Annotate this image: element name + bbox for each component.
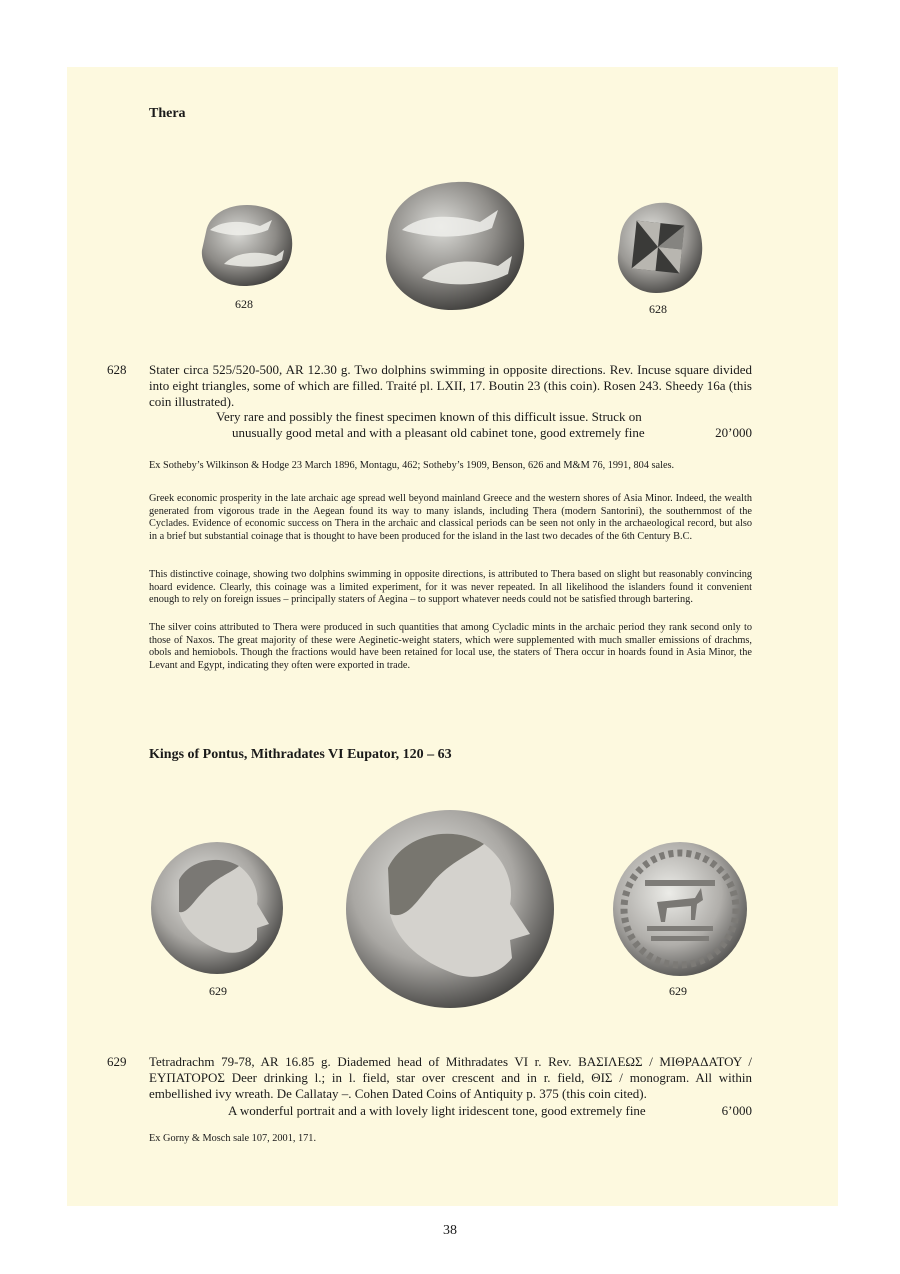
coin-caption: 629 bbox=[209, 984, 227, 998]
page-number: 38 bbox=[443, 1223, 457, 1238]
coin-628-obverse-small-image bbox=[196, 202, 296, 288]
lot-verdict: A wonderful portrait and a with lovely light iridescent tone, good extremely fine bbox=[228, 1103, 646, 1118]
lot-verdict: Very rare and possibly the finest specimen known of this difficult issue. Struck on bbox=[216, 409, 642, 424]
coin-629-reverse-image bbox=[611, 840, 749, 978]
lot-number: 628 bbox=[107, 362, 127, 377]
lot-note-paragraph: The silver coins attributed to Thera were produced in such quantities that among Cycladic mints in the archaic period they rank second only to those of Naxos. The great majority of these were Aeginetic-weight staters, which were supplemented with much smaller emissions of drachms, obols and hemiobols. Though the fractions would have been retained for local use, the staters of Thera occur in hoards found in Asia Minor, the Levant and Egypt, indicating they often were exported in trade. bbox=[149, 622, 752, 671]
lot-number: 629 bbox=[107, 1054, 127, 1069]
lot-note-paragraph: Greek economic prosperity in the late archaic age spread well beyond mainland Greece and the western shores of Asia Minor. Indeed, the wealth generated from vigorous trade in the Aegean found its way to many islands, including Thera (modern Santorini), the southernmost of the Cyclades. Evidence of economic success on Thera in the archaic and classical periods can be seen not only in the archaeological record, but also in a brief but substantial coinage that is thought to have been produced for the island in the last two decades of the 6th Century B.C. bbox=[149, 493, 752, 542]
coin-629-obverse-small-image bbox=[149, 840, 285, 976]
coin-629-obverse-large-image bbox=[344, 808, 556, 1010]
lot-description: Tetradrachm 79-78, AR 16.85 g. Diademed head of Mithradates VI r. Rev. ΒΑΣΙΛΕΩΣ / ΜΙΘΡΑΔΑΤΟΥ / ΕΥΠΑΤΟΡΟΣ Deer drinking l.; in l. field, star over crescent and in r. field, ΘΙΣ / monogram. All within embellished ivy wreath. De Callatay –. Cohen Dated Coins of Antiquity p. 375 (this coin cited). bbox=[149, 1054, 752, 1101]
lot-provenance: Ex Gorny & Mosch sale 107, 2001, 171. bbox=[149, 1133, 317, 1144]
coin-628-reverse-image bbox=[612, 199, 706, 295]
lot-price: 6’000 bbox=[721, 1103, 752, 1118]
section-heading-pontus: Kings of Pontus, Mithradates VI Eupator, 120 – 63 bbox=[149, 747, 452, 762]
lot-price: 20’000 bbox=[715, 425, 752, 440]
lot-note-paragraph: This distinctive coinage, showing two dolphins swimming in opposite directions, is attributed to Thera based on slight but reasonably convincing hoard evidence. Clearly, this coinage was a limited experiment, for it was never repeated. In all likelihood the islanders found it convenient enough to rely on foreign issues – principally staters of Aegina – to support whatever needs could not be satisfied through bartering. bbox=[149, 569, 752, 606]
section-heading-thera: Thera bbox=[149, 106, 186, 121]
coin-628-obverse-large-image bbox=[380, 178, 528, 312]
lot-verdict: unusually good metal and with a pleasant old cabinet tone, good extremely fine bbox=[232, 425, 645, 440]
lot-provenance: Ex Sotheby’s Wilkinson & Hodge 23 March 1896, Montagu, 462; Sotheby’s 1909, Benson, 626 and M&M 76, 1991, 804 sales. bbox=[149, 460, 675, 471]
coin-caption: 628 bbox=[649, 302, 667, 316]
coin-caption: 628 bbox=[235, 297, 253, 311]
lot-description: Stater circa 525/520-500, AR 12.30 g. Two dolphins swimming in opposite directions. Rev. Incuse square divided into eight triangles, some of which are filled. Traité pl. LXII, 17. Boutin 23 (this coin). Rosen 243. Sheedy 16a (this coin illustrated). bbox=[149, 362, 752, 409]
coin-caption: 629 bbox=[669, 984, 687, 998]
